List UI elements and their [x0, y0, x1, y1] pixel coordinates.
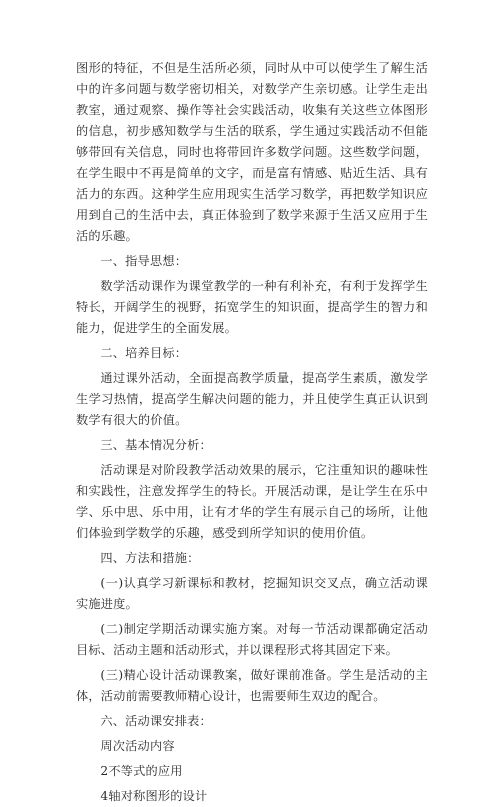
section-heading-guiding-ideology: 一、指导思想： [100, 254, 188, 268]
methods-item: (一)认真学习新课标和教材，挖掘知识交叉点，确立活动课实施进度。 [76, 576, 428, 611]
document-page [76, 58, 428, 807]
section-heading-methods: 四、方法和措施： [100, 551, 200, 565]
section-body-training-goals: 通过课外活动，全面提高教学质量，提高学生素质，激发学生学习热情，提高学生解决问题的能力，并且使学生真正认识到数学有很大的价值。 [76, 371, 428, 427]
schedule-row: 4轴对称图形的设计 [100, 789, 208, 803]
methods-item: (三)精心设计活动课教案，做好课前准备。学生是活动的主体，活动前需要教师精心设计，也需要师生双边的配合。 [76, 668, 428, 703]
schedule-row: 2不等式的应用 [100, 764, 183, 778]
intro-paragraph: 图形的特征，不但是生活所必须，同时从中可以使学生了解生活中的许多问题与数学密切相关，对数学产生亲切感。让学生走出教室，通过观察、操作等社会实践活动，收集有关这些立体图形的信息，初步感知数学与生活的联系，学生通过实践活动不但能够带回有关信息，同时也将带回许多数学问题。这些数学问题，在学生眼中不再是简单的文字，而是富有情感、贴近生活、具有活力的东西。这种学生应用现实生活学习数学，再把数学知识应用到自己的生活中去，真正体验到了数学来源于生活又应用于生活的乐趣。 [76, 61, 428, 243]
methods-item: (二)制定学期活动课实施方案。对每一节活动课都确定活动目标、活动主题和活动形式，并以课程形式将其固定下来。 [76, 622, 428, 657]
schedule-row: 周次活动内容 [100, 739, 175, 753]
section-body-situation-analysis: 活动课是对阶段教学活动效果的展示，它注重知识的趣味性和实践性，注意发挥学生的特长。开展活动课，是让学生在乐中学、乐中思、乐中用，让有才华的学生有展示自己的场所，让他们体验到学数学的乐趣，感受到所学知识的使用价值。 [76, 463, 428, 540]
section-heading-schedule: 六、活动课安排表： [100, 714, 212, 728]
section-heading-situation-analysis: 三、基本情况分析： [100, 438, 212, 452]
section-body-guiding-ideology: 数学活动课作为课堂教学的一种有利补充，有利于发挥学生特长，开阔学生的视野，拓宽学生的知识面，提高学生的智力和能力，促进学生的全面发展。 [76, 279, 428, 335]
section-heading-training-goals: 二、培养目标： [100, 346, 188, 360]
